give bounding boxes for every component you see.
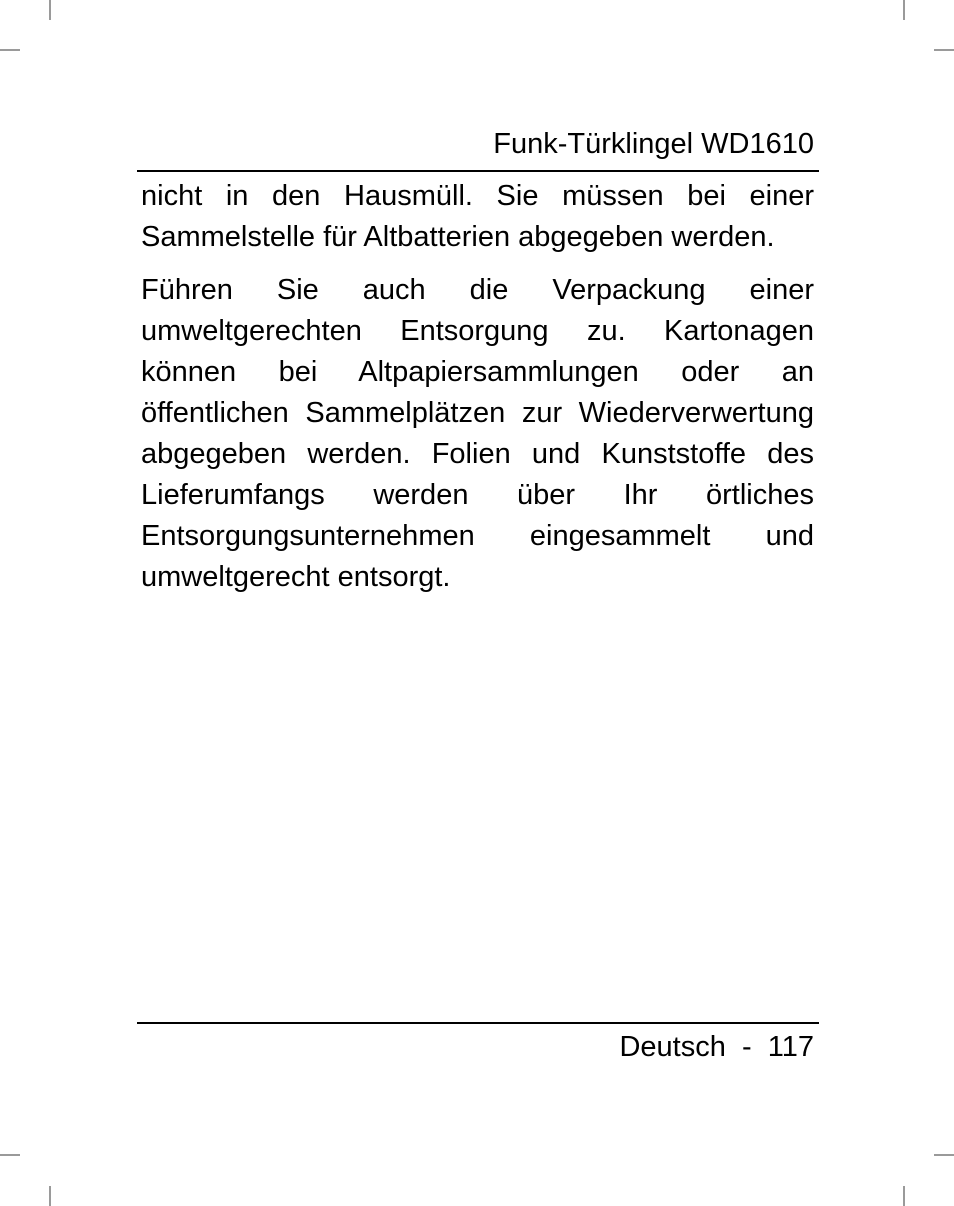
footer-language: Deutsch [619, 1031, 726, 1063]
body-paragraph: Führen Sie auch die Verpackung einer umweltgerechten Entsorgung zu. Kartonagen können bei Altpapiersammlungen oder an öffentlichen Sammelplätzen zur Wiederverwertung abgegeben werden. Folien und Kunststoffe des Lieferumfangs werden über Ihr örtliches Entsorgungsunternehmen eingesammelt und umweltgerecht entsorgt. [141, 274, 814, 593]
crop-mark-top-left-h [0, 49, 20, 51]
page-number: 117 [767, 1031, 814, 1063]
page-header-title: Funk-Türklingel WD1610 [493, 128, 814, 160]
crop-mark-top-right-h [934, 49, 954, 51]
body-paragraph: nicht in den Hausmüll. Sie müssen bei einer Sammelstelle für Altbatterien abgegeben werden. [141, 180, 814, 253]
crop-mark-top-left [49, 0, 51, 20]
crop-mark-bottom-left [49, 1186, 51, 1206]
page-footer [619, 1029, 814, 1065]
crop-mark-bottom-left-h [0, 1154, 20, 1156]
footer-rule [137, 1022, 819, 1024]
crop-mark-top-right [903, 0, 905, 20]
crop-mark-bottom-right [903, 1186, 905, 1206]
header-rule [137, 170, 819, 172]
page-body [141, 176, 814, 598]
crop-mark-bottom-right-h [934, 1154, 954, 1156]
footer-separator: - [741, 1031, 752, 1063]
